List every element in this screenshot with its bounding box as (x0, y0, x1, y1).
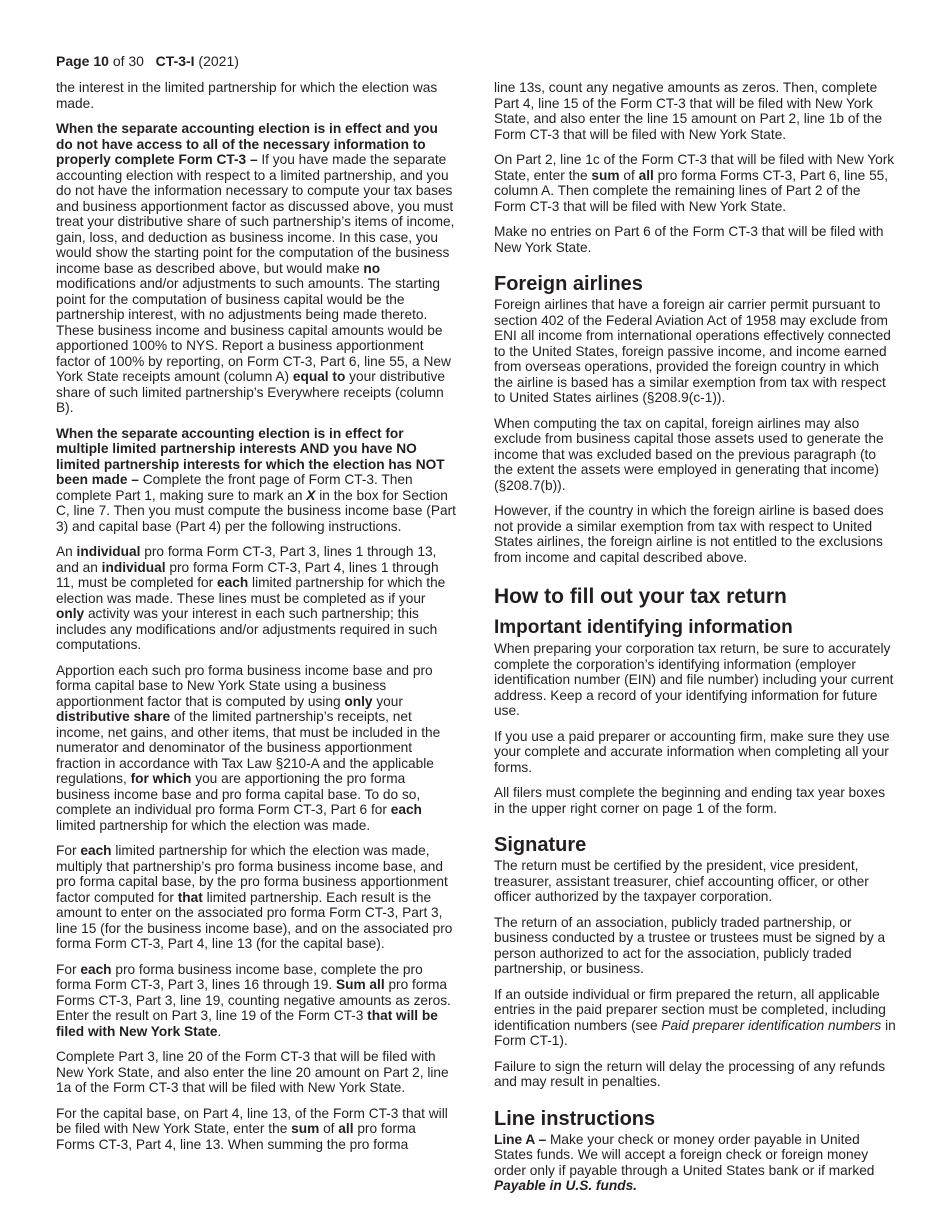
bold-text: each (80, 843, 112, 858)
text-span: modifications and/or adjustments to such amounts. The starting point for the computation of business capital would be the partnership interest, with no adjustments being made thereto. These business income and business capital amounts would be apportioned 100% to NYS. Report a business apportionment factor of 100% by reporting, on Form CT-3, Part 6, line 55, a New York State receipts amount (column A) (56, 276, 451, 384)
bold-lead: When the separate accounting election is in effect and you do not have access to all of the necessary information to properly complete Form CT-3 – (56, 121, 438, 167)
bold-text: sum (291, 1121, 320, 1136)
bold-text: each (80, 961, 112, 977)
paragraph (56, 1106, 457, 1153)
bold-text: all (638, 167, 654, 183)
page-total: of 30 (108, 53, 144, 69)
text-span: For (56, 961, 81, 977)
text-span: your distributive share of such limited partnership’s Everywhere receipts (column B). (56, 369, 445, 415)
left-column (56, 80, 457, 1162)
text-span: pro forma business income base, complete the pro forma Form CT-3, Part 3, lines 16 through 19. (56, 961, 423, 992)
text-span: activity was your interest in each such partnership; this includes any modifications and/or adjustments required in such computations. (56, 606, 438, 652)
text-span: pro forma Forms CT-3, Part 6, line 55, column A. Then complete the remaining lines of Part 2 of the Form CT-3 that will be filed with New York State. (494, 167, 889, 214)
bold-text: sum (591, 167, 620, 183)
right-column (494, 80, 896, 1204)
text-span: . (217, 1023, 222, 1039)
text-span: pro forma Form CT-3, Part 4, lines 1 through 11, must be completed for (56, 559, 439, 590)
bold-text: individual (76, 544, 141, 559)
text-span: limited partnership for which the election was made, multiply that partnership’s pro forma business income base, and pro forma capital base, by the pro forma business apportionment factor computed for (56, 843, 448, 905)
text-span: Make your check or money order payable in United States funds. We will accept a foreign check or foreign money order only if payable through a United States bank or if marked (494, 1131, 875, 1178)
bold-text: equal to (292, 369, 346, 384)
paragraph: When preparing your corporation tax return, be sure to accurately complete the corporation’s identifying information (employer identification number (EIN) and file number) including your current address. Keep a record of your identifying information for future use. (494, 641, 894, 718)
paragraph: Failure to sign the return will delay the processing of any refunds and may result in penalties. (494, 1058, 886, 1089)
bold-text: that (177, 889, 203, 905)
text-span: your (372, 693, 403, 709)
text-span: If you have made the separate accounting election with respect to a limited partnership, and you do not have the information necessary to compute your tax bases and business apportionment factor as discussed above, you must treat your distributive share of such partnership’s items of income, gain, loss, and deduction as business income. In this case, you would show the starting point for the computation of the business income base as described above, but would make (56, 152, 455, 276)
text-span: For (56, 843, 81, 858)
bold-text: only (56, 606, 85, 621)
text-span: of (619, 167, 639, 183)
paragraph (494, 987, 896, 1049)
paragraph (56, 121, 457, 416)
bold-text: for which (130, 771, 192, 786)
bold-text: individual (101, 559, 166, 575)
text-span: For the capital base, on Part 4, line 13, of the Form CT-3 that will be filed with New York State, enter the (56, 1105, 448, 1136)
bold-text: all (338, 1121, 354, 1136)
paragraph: the interest in the limited partnership for which the election was made. (56, 80, 438, 111)
text-span: limited partnership. Each result is the amount to enter on the associated pro forma Form CT-3, Part 3, line 15 (for the business income base), and on the associated pro forma Form CT-3, Part 4, line 13 (for the capital base). (56, 889, 453, 951)
form-id: CT-3-I (155, 53, 195, 69)
bold-text: Sum all (335, 977, 385, 992)
paragraph (56, 962, 457, 1040)
page-header (56, 52, 239, 70)
text-span: you are apportioning the pro forma business income base and pro forma capital base. To do so, complete an individual pro forma Form CT-3, Part 6 for (56, 771, 421, 817)
paragraph (494, 152, 896, 214)
paragraph (56, 426, 457, 535)
bold-italic-text: Payable in U.S. funds. (494, 1178, 637, 1193)
subheading-identifying-info: Important identifying information (494, 617, 793, 638)
text-span: limited partnership for which the election was made. These lines must be completed as if your (56, 575, 446, 606)
paragraph (56, 544, 457, 653)
bold-italic-text: X (306, 487, 316, 503)
paragraph: line 13s, count any negative amounts as zeros. Then, complete Part 4, line 15 of the Form CT-3 that will be filed with New York State, and also enter the line 15 amount on Part 2, line 1b of the Form CT-3 that will be filed with New York State. (494, 80, 883, 142)
paragraph (56, 663, 457, 834)
text-span: of (319, 1121, 339, 1136)
paragraph: All filers must complete the beginning and ending tax year boxes in the upper right corner on page 1 of the form. (494, 785, 886, 816)
page-number: Page 10 (56, 53, 109, 69)
section-heading-how-to-fill: How to fill out your tax return (494, 585, 787, 608)
section-heading-foreign-airlines: Foreign airlines (494, 273, 643, 295)
bold-lead: Line A – (494, 1131, 551, 1147)
text-span: Apportion each such pro forma business income base and pro forma capital base to New York State using a business apportionment factor that is computed by using (56, 662, 433, 709)
bold-text: each (390, 802, 422, 817)
text-span: in the box for Section C, line 7. Then you must compute the business income base (Part 3) and capital base (Part 4) per the following instructions. (56, 487, 456, 534)
bold-text: that will be filed with New York State (56, 1008, 438, 1039)
bold-lead: When the separate accounting election is in effect for multiple limited partnership interests AND you have NO limited partnership interests for which the election has NOT been made – (56, 425, 445, 487)
paragraph: If you use a paid preparer or accounting firm, make sure they use your complete and accurate information when completing all your forms. (494, 728, 890, 775)
section-heading-line-instructions: Line instructions (494, 1107, 656, 1130)
paragraph (56, 843, 457, 952)
text-span: pro forma Forms CT-3, Part 3, line 19, counting negative amounts as zeros. Enter the result on Part 3, line 19 of the Form CT-3 (56, 977, 451, 1023)
paragraph (494, 1132, 896, 1194)
paragraph: The return of an association, publicly traded partnership, or business conducted by a trustee or trustees must be signed by a person authorized to act for the association, publicly traded partnership, or business. (494, 914, 886, 976)
paragraph: Foreign airlines that have a foreign air carrier permit pursuant to section 402 of the Federal Aviation Act of 1958 may exclude from ENI all income from international operations effectively connected to the United States, foreign passive income, and income earned from overseas operations, provided the foreign country in which the airline is based has a similar exemption from tax with respect to United States airlines (§208.9(c-1)). (494, 297, 891, 405)
bold-text: only (344, 693, 373, 709)
form-year: (2021) (194, 53, 239, 69)
bold-text: no (363, 260, 381, 276)
italic-text: Paid preparer identification numbers (661, 1017, 882, 1033)
section-heading-signature: Signature (494, 834, 587, 856)
text-span: of the limited partnership’s receipts, net income, net gains, and other items, that must be included in the numerator and denominator of the business apportionment fraction in accordance with Tax Law §210-A and the applicable regulations, (56, 709, 441, 786)
text-span: On Part 2, line 1c of the Form CT-3 that will be filed with New York State, enter the (494, 152, 895, 183)
text-span: An (56, 544, 77, 559)
text-span: limited partnership for which the election was made. (56, 817, 371, 833)
paragraph: Complete Part 3, line 20 of the Form CT-3 that will be filed with New York State, and also enter the line 20 amount on Part 2, line 1a of the Form CT-3 that will be filed with New York State. (56, 1049, 449, 1095)
text-span: If an outside individual or firm prepared the return, all applicable entries in the paid preparer section must be completed, including identification numbers (see (494, 986, 886, 1033)
text-span: Complete the front page of Form CT-3. Then complete Part 1, making sure to mark an (56, 472, 413, 503)
text-span: pro forma Form CT-3, Part 3, lines 1 through 13, and an (56, 544, 437, 575)
bold-text: distributive share (56, 709, 171, 724)
text-span: pro forma Forms CT-3, Part 4, line 13. When summing the pro forma (56, 1121, 416, 1152)
paragraph: The return must be certified by the president, vice president, treasurer, assistant treasurer, chief accounting officer, or other officer authorized by the taxpayer corporation. (494, 858, 869, 904)
paragraph: However, if the country in which the foreign airline is based does not provide a similar exemption from tax with respect to United States airlines, the foreign airline is not entitled to the exclusions from income and capital described above. (494, 503, 884, 565)
paragraph: When computing the tax on capital, foreign airlines may also exclude from business capital those assets used to generate the income that was excluded based on the previous paragraph (to the extent the assets were employed in generating that income) (§208.7(b)). (494, 415, 884, 493)
bold-text: each (217, 575, 249, 590)
text-span: in Form CT-1). (494, 1017, 896, 1048)
paragraph: Make no entries on Part 6 of the Form CT-3 that will be filed with New York State. (494, 224, 884, 255)
